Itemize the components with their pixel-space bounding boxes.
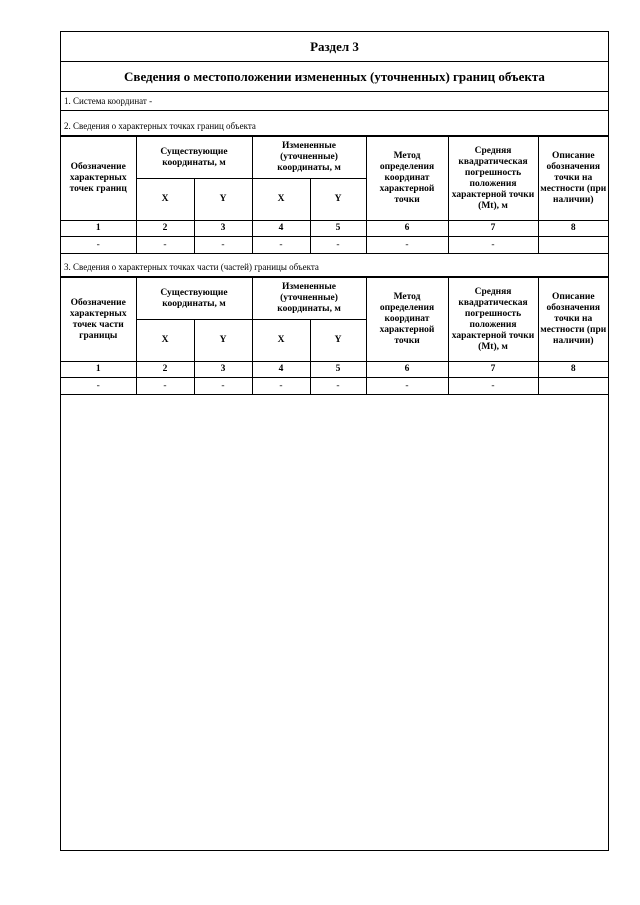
part2-cell: -: [194, 237, 252, 254]
part3-num: 8: [538, 362, 608, 378]
part2-col-y-existing: Y: [194, 179, 252, 221]
part3-num: 2: [136, 362, 194, 378]
part3-num: 3: [194, 362, 252, 378]
part3-cell: -: [252, 378, 310, 395]
part3-cell: -: [136, 378, 194, 395]
part2-num: 4: [252, 221, 310, 237]
part3-num: 4: [252, 362, 310, 378]
part2-num: 1: [61, 221, 136, 237]
part2-cell: -: [310, 237, 366, 254]
part2-num: 2: [136, 221, 194, 237]
part3-col-y-changed: Y: [310, 320, 366, 362]
part2-cell: -: [366, 237, 448, 254]
part2-cell: [538, 237, 608, 254]
part3-col-description: Описание обозначения точки на местности (при наличии): [538, 278, 608, 362]
part3-cell: -: [61, 378, 136, 395]
part3-col-y-existing: Y: [194, 320, 252, 362]
part3-col-error: Средняя квадратическая погрешность положения характерной точки (Mt), м: [448, 278, 538, 362]
part3-col-existing: Существующие координаты, м: [136, 278, 252, 320]
part3-cell: -: [448, 378, 538, 395]
part2-col-y-changed: Y: [310, 179, 366, 221]
part3-table: [61, 277, 608, 395]
part3-num: 7: [448, 362, 538, 378]
part3-col-x-changed: X: [252, 320, 310, 362]
part2-cell: -: [252, 237, 310, 254]
part3-col-changed: Измененные (уточненные) координаты, м: [252, 278, 366, 320]
part2-num: 8: [538, 221, 608, 237]
part3-col-x-existing: X: [136, 320, 194, 362]
part2-col-method: Метод определения координат характерной точки: [366, 137, 448, 221]
part3-num: 5: [310, 362, 366, 378]
part3-num: 6: [366, 362, 448, 378]
part3-cell: [538, 378, 608, 395]
part3-heading: 3. Сведения о характерных точках части (частей) границы объекта: [61, 258, 608, 277]
part2-col-x-changed: X: [252, 179, 310, 221]
part3-cell: -: [194, 378, 252, 395]
part2-cell: -: [448, 237, 538, 254]
section-title: Раздел 3: [61, 32, 608, 62]
part2-num: 6: [366, 221, 448, 237]
part3-col-designation: Обозначение характерных точек части границы: [61, 278, 136, 362]
part2-num: 5: [310, 221, 366, 237]
part3-col-method: Метод определения координат характерной точки: [366, 278, 448, 362]
part2-col-changed: Измененные (уточненные) координаты, м: [252, 137, 366, 179]
part2-col-x-existing: X: [136, 179, 194, 221]
part3-num: 1: [61, 362, 136, 378]
part2-col-existing: Существующие координаты, м: [136, 137, 252, 179]
part2-cell: -: [61, 237, 136, 254]
section-subtitle: Сведения о местоположении измененных (уточненных) границ объекта: [61, 62, 608, 92]
part2-cell: -: [136, 237, 194, 254]
part2-num: 7: [448, 221, 538, 237]
part2-col-designation: Обозначение характерных точек границ: [61, 137, 136, 221]
part2-heading: 2. Сведения о характерных точках границ объекта: [61, 117, 608, 136]
part2-num: 3: [194, 221, 252, 237]
coord-system-line: 1. Система координат -: [61, 92, 608, 111]
part3-cell: -: [366, 378, 448, 395]
part2-table: [61, 136, 608, 254]
part3-cell: -: [310, 378, 366, 395]
part2-col-description: Описание обозначения точки на местности (при наличии): [538, 137, 608, 221]
part2-col-error: Средняя квадратическая погрешность положения характерной точки (Mt), м: [448, 137, 538, 221]
document-frame: [60, 31, 609, 851]
